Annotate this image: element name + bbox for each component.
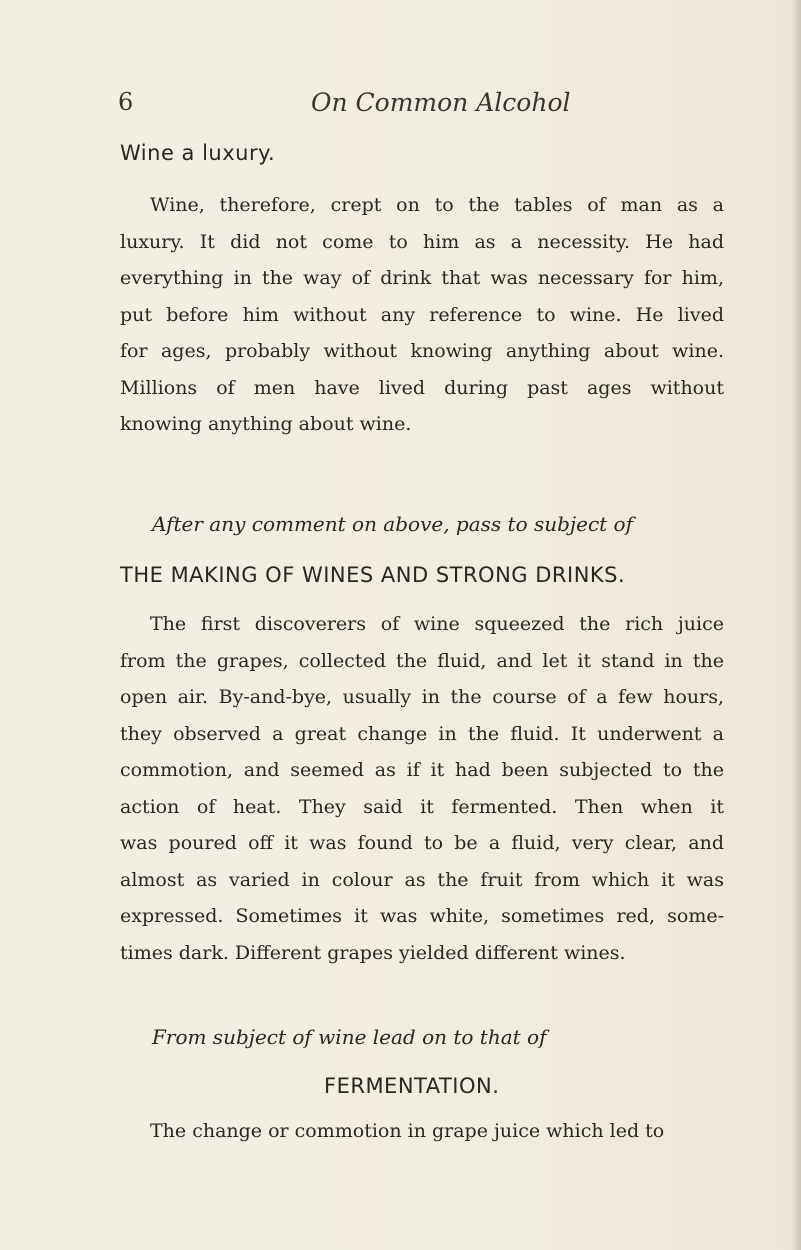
section-heading-making-wines: THE MAKING OF WINES AND STRONG DRINKS. xyxy=(120,563,626,587)
paragraph-line: they observed a great change in the fluid. It underwent a xyxy=(120,722,724,745)
running-title: On Common Alcohol xyxy=(311,88,571,117)
paragraph-wine-luxury xyxy=(120,187,724,443)
paragraph-making-wines xyxy=(120,606,724,971)
paragraph-line: The change or commotion in grape juice which led to xyxy=(150,1120,665,1142)
running-head xyxy=(118,88,718,124)
paragraph-line: luxury. It did not come to him as a necessity. He had xyxy=(120,230,724,253)
paragraph-line: for ages, probably without knowing anything about wine. xyxy=(120,340,724,362)
section-heading-wine-luxury: Wine a luxury. xyxy=(120,141,276,165)
paragraph-line: commotion, and seemed as if it had been subjected to the xyxy=(120,759,724,781)
page-number: 6 xyxy=(118,88,134,116)
instruction-note-1: After any comment on above, pass to subject of xyxy=(152,512,633,536)
paragraph-line: expressed. Sometimes it was white, sometimes red, some- xyxy=(120,905,724,927)
paragraph-line: put before him without any reference to wine. He lived xyxy=(120,303,724,326)
instruction-note-2: From subject of wine lead on to that of xyxy=(152,1025,547,1049)
paragraph-line: almost as varied in colour as the fruit from which it was xyxy=(120,868,724,891)
paragraph-line: from the grapes, collected the fluid, and let it stand in the xyxy=(120,649,724,672)
paragraph-line: was poured off it was found to be a fluid, very clear, and xyxy=(120,832,724,854)
paragraph-line: open air. By-and-bye, usually in the course of a few hours, xyxy=(120,686,724,708)
paragraph-line: times dark. Different grapes yielded different wines. xyxy=(120,941,626,964)
paragraph-line: Millions of men have lived during past ages without xyxy=(120,376,724,399)
page-edge-shadow xyxy=(791,0,801,1250)
paragraph-line: everything in the way of drink that was necessary for him, xyxy=(120,267,724,289)
paragraph-line: action of heat. They said it fermented. Then when it xyxy=(120,795,724,818)
paragraph-line: knowing anything about wine. xyxy=(120,413,412,435)
section-heading-fermentation: FERMENTATION. xyxy=(324,1074,500,1098)
paragraph-fermentation xyxy=(120,1113,724,1150)
paragraph-line: The first discoverers of wine squeezed the rich juice xyxy=(150,613,724,635)
paragraph-line: Wine, therefore, crept on to the tables of man as a xyxy=(150,194,724,216)
